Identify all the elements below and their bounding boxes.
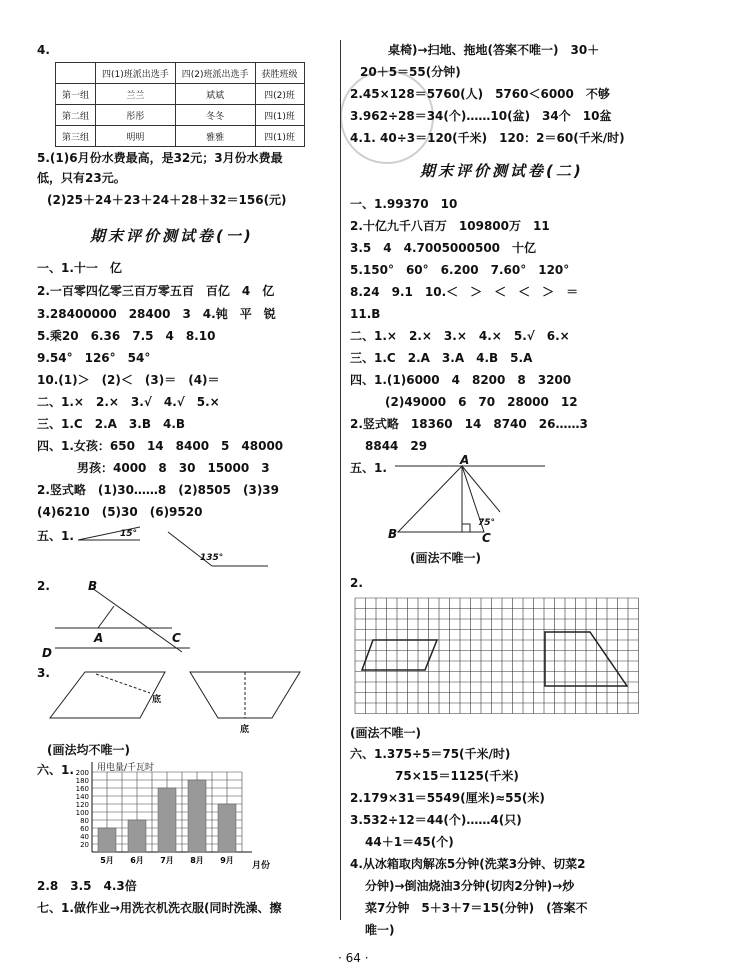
exam2-title: 期末评价测试卷(二) xyxy=(420,162,584,180)
answer-line: 2.179×31＝5549(厘米)≈55(米) xyxy=(350,791,545,805)
exam1-title: 期末评价测试卷(一) xyxy=(90,227,254,245)
table-cell: 彤彤 xyxy=(96,105,176,126)
answer-line: 唯一) xyxy=(365,923,395,937)
y-tick-label: 100 xyxy=(75,809,89,817)
answer-line: 5.乘20 6.36 7.5 4 8.10 xyxy=(37,329,216,343)
answer-line: 8.24 9.1 10.＜ ＞ ＜ ＜ ＞ ＝ xyxy=(350,285,579,299)
angle-label: 75° xyxy=(478,518,496,528)
answer-line: (4)6210 (5)30 (6)9520 xyxy=(37,505,203,519)
answer-line: 2.45×128＝5760(人) 5760＜6000 不够 xyxy=(350,87,610,101)
q5-line1: 5.(1)6月份水费最高，是32元；3月份水费最 xyxy=(37,151,283,165)
x-tick-label: 5月 xyxy=(100,856,114,865)
q2-label: 2. xyxy=(350,576,363,590)
answer-line: 44＋1＝45(个) xyxy=(365,835,454,849)
x-tick-label: 7月 xyxy=(160,856,174,865)
answer-line: 二、1.× 2.× 3.× 4.× 5.√ 6.× xyxy=(350,329,570,343)
chart-xlabel: 月份 xyxy=(252,861,271,871)
table-cell: 第二组 xyxy=(56,105,96,126)
y-tick-label: 60 xyxy=(80,825,89,833)
page-number: · 64 · xyxy=(338,951,369,965)
note-drawing: (画法不唯一) xyxy=(350,726,421,740)
answer-line: 3.532÷12＝44(个)……4(只) xyxy=(350,813,522,827)
point-c: C xyxy=(482,531,491,545)
table-cell: 斌斌 xyxy=(175,84,255,105)
q6-2-line: 2.8 3.5 4.3倍 xyxy=(37,879,137,893)
point-a: A xyxy=(94,631,104,645)
q2-label: 2. xyxy=(37,579,50,593)
q7-1-line: 七、1.做作业→用洗衣机洗衣服(同时洗澡、擦 xyxy=(37,901,282,915)
liu1-label: 六、1. xyxy=(37,763,74,777)
wu1-label: 五、1. xyxy=(37,529,74,543)
table-cell: 第三组 xyxy=(56,126,96,147)
answer-line: 10.(1)＞ (2)＜ (3)＝ (4)＝ xyxy=(37,373,220,387)
table-cell: 四(1)班 xyxy=(255,126,304,147)
answer-line: 2.竖式略 18360 14 8740 26……3 xyxy=(350,417,588,431)
answer-line: 4.从冰箱取肉解冻5分钟(洗菜3分钟、切菜2 xyxy=(350,857,586,871)
answer-line: 分钟)→倒油烧油3分钟(切肉2分钟)→炒 xyxy=(365,879,575,893)
wu1-label: 五、1. xyxy=(350,461,387,475)
answer-line: 二、1.× 2.× 3.√ 4.√ 5.× xyxy=(37,395,220,409)
note-drawing: (画法均不唯一) xyxy=(47,743,130,757)
answer-line: 桌椅)→扫地、拖地(答案不唯一) 30＋ xyxy=(388,43,600,57)
answer-line: 男孩：4000 8 30 15000 3 xyxy=(77,461,270,475)
y-tick-label: 180 xyxy=(75,777,89,785)
q5-line2: 低，只有23元。 xyxy=(37,171,126,185)
answer-line: 一、1.十一 亿 xyxy=(37,261,122,275)
table-header: 四(2)班派出选手 xyxy=(175,63,255,84)
answer-line: 六、1.375÷5＝75(千米/时) xyxy=(350,747,511,761)
answer-line: 75×15＝1125(千米) xyxy=(395,769,519,783)
answer-line: 5.150° 60° 6.200 7.60° 120° xyxy=(350,263,570,277)
question-4-label: 4. xyxy=(37,43,50,57)
y-tick-label: 120 xyxy=(75,801,89,809)
table-cell: 明明 xyxy=(96,126,176,147)
answer-line: 4.1. 40÷3＝120(千米) 120：2＝60(千米/时) xyxy=(350,131,625,145)
y-tick-label: 20 xyxy=(80,841,89,849)
y-tick-label: 80 xyxy=(80,817,89,825)
square-grid xyxy=(355,598,639,714)
point-d: D xyxy=(42,646,52,660)
y-tick-label: 140 xyxy=(75,793,89,801)
table-cell: 冬冬 xyxy=(175,105,255,126)
y-tick-label: 200 xyxy=(75,769,89,777)
table-header: 获胜班级 xyxy=(255,63,304,84)
table-cell: 四(2)班 xyxy=(255,84,304,105)
answer-line: 20＋5＝55(分钟) xyxy=(360,65,461,79)
answer-line: 8844 29 xyxy=(365,439,428,453)
point-a: A xyxy=(460,453,470,467)
y-tick-label: 160 xyxy=(75,785,89,793)
answer-line: 3.962÷28＝34(个)……10(盆) 34个 10盆 xyxy=(350,109,612,123)
answer-line: 四、1.(1)6000 4 8200 8 3200 xyxy=(350,373,572,387)
base-label: 底 xyxy=(152,695,162,705)
point-b: B xyxy=(388,527,398,541)
answer-line: 2.十亿九千八百万 109800万 11 xyxy=(350,219,550,233)
answer-line: 3.28400000 28400 3 4.钝 平 锐 xyxy=(37,307,276,321)
point-c: C xyxy=(172,631,181,645)
y-tick-label: 40 xyxy=(80,833,89,841)
table-cell: 雅雅 xyxy=(175,126,255,147)
answer-line: (2)49000 6 70 28000 12 xyxy=(385,395,578,409)
table-cell: 四(1)班 xyxy=(255,105,304,126)
chart-ylabel: 用电量/千瓦时 xyxy=(97,763,155,773)
point-b: B xyxy=(88,579,98,593)
base-label: 底 xyxy=(240,725,250,735)
q5-line3: (2)25＋24＋23＋24＋28＋32＝156(元) xyxy=(47,193,287,207)
answer-line: 2.一百零四亿零三百万零五百 百亿 4 亿 xyxy=(37,284,275,298)
answer-line: 菜7分钟 5＋3＋7＝15(分钟) (答案不 xyxy=(365,901,588,915)
answer-line: 三、1.C 2.A 3.B 4.B xyxy=(37,417,186,431)
table-cell: 兰兰 xyxy=(96,84,176,105)
x-tick-label: 8月 xyxy=(190,856,204,865)
triangle xyxy=(398,466,484,532)
x-tick-label: 6月 xyxy=(130,856,144,865)
answer-line: 3.5 4 4.7005000500 十亿 xyxy=(350,241,537,255)
q3-label: 3. xyxy=(37,666,50,680)
angle135-label: 135° xyxy=(200,553,224,563)
note-drawing: (画法不唯一) xyxy=(410,551,481,565)
angle-ray xyxy=(462,466,500,512)
angle15-label: 15° xyxy=(120,529,138,539)
answer-line: 四、1.女孩：650 14 8400 5 48000 xyxy=(37,439,284,453)
table-header: 四(1)班派出选手 xyxy=(96,63,176,84)
x-tick-label: 9月 xyxy=(220,856,234,865)
answer-line: 一、1.99370 10 xyxy=(350,197,458,211)
answer-line: 三、1.C 2.A 3.A 4.B 5.A xyxy=(350,351,533,365)
answer-line: 11.B xyxy=(350,307,381,321)
answer-line: 2.竖式略 (1)30……8 (2)8505 (3)39 xyxy=(37,483,280,497)
answer-line: 9.54° 126° 54° xyxy=(37,351,151,365)
grid-parallelogram xyxy=(362,640,437,670)
table-cell: 第一组 xyxy=(56,84,96,105)
right-angle-mark xyxy=(462,524,470,532)
